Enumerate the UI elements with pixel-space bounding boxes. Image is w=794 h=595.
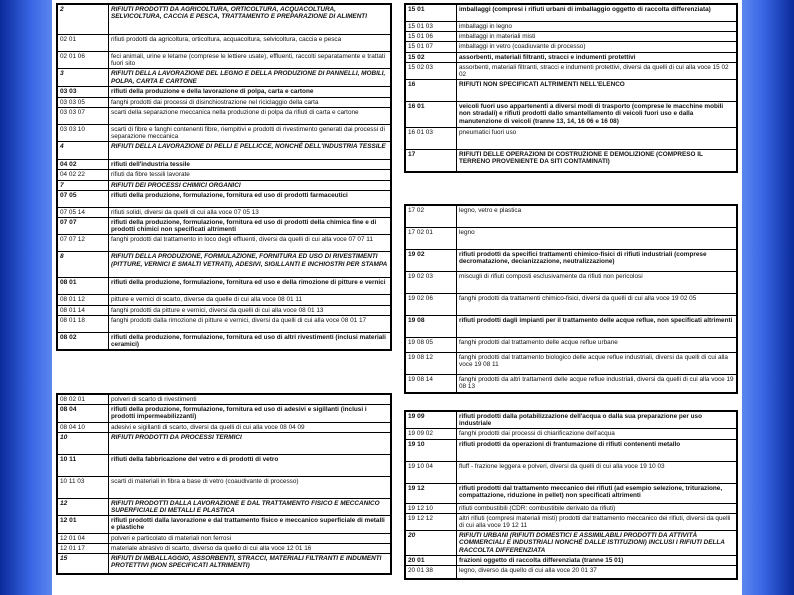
waste-description-cell: imballaggi (compresi i rifiuti urbani di imballaggio oggetto di raccolta differenziata) — [457, 5, 737, 22]
waste-code-cell: 4 — [58, 142, 109, 160]
waste-description-cell: assorbenti, materiali filtranti, stracci e indumenti protettivi, diversi da quelli di cui alla voce 15 02 02 — [457, 62, 737, 79]
waste-code-cell: 08 01 18 — [58, 315, 109, 332]
waste-description-cell: legno — [457, 228, 737, 250]
waste-code-cell: 15 02 03 — [406, 62, 457, 79]
waste-code-cell: 08 01 — [58, 278, 109, 295]
table-row — [58, 278, 391, 295]
waste-code-cell: 16 01 — [406, 102, 457, 128]
waste-code-cell: 20 01 — [406, 556, 457, 566]
waste-description-cell: legno, vetro e plastica — [457, 206, 737, 228]
waste-code-cell: 19 10 04 — [406, 461, 457, 483]
waste-description-cell: RIFIUTI NON SPECIFICATI ALTRIMENTI NELL'ELENCO — [457, 80, 737, 102]
waste-description-cell: rifiuti dell'industria tessile — [109, 160, 391, 170]
waste-description-cell: rifiuti prodotti da agricoltura, orticoltura, acquacoltura, selvicoltura, caccia e pesca — [109, 35, 391, 52]
table-row — [58, 395, 391, 405]
waste-description-cell: rifiuti della produzione, formulazione, fornitura ed uso di adesivi e sigillanti (inclusi i prodotti impermeabilizzanti) — [109, 405, 391, 422]
table-row — [406, 316, 737, 338]
waste-description-cell: pneumatici fuori uso — [457, 128, 737, 150]
waste-code-cell: 17 — [406, 150, 457, 172]
waste-description-cell: rifiuti prodotti dalla lavorazione e dal trattamento fisico e meccanico superficiale di metalli e plastiche — [109, 516, 391, 533]
waste-code-table-left-bottom — [56, 393, 392, 575]
waste-description-cell: imballaggi in materiali misti — [457, 32, 737, 42]
table-row — [58, 235, 391, 252]
waste-code-table — [57, 4, 391, 350]
table-row — [406, 531, 737, 556]
waste-code-cell: 19 12 10 — [406, 503, 457, 513]
waste-description-cell: imballaggi in vetro (coadiuvante di processo) — [457, 42, 737, 52]
waste-description-cell: materiale abrasivo di scarto, diverso da quello di cui alla voce 12 01 16 — [109, 543, 391, 553]
waste-code-table-right-top — [404, 3, 738, 173]
table-row — [406, 62, 737, 79]
waste-code-cell: 19 09 — [406, 412, 457, 429]
waste-description-cell: rifiuti della produzione, formulazione, fornitura ed uso di altri rivestimenti (inclusi materiali ceramici) — [109, 332, 391, 349]
waste-code-cell: 04 02 — [58, 160, 109, 170]
table-row — [406, 128, 737, 150]
table-row — [58, 69, 391, 87]
waste-code-cell: 7 — [58, 180, 109, 190]
waste-description-cell: fanghi prodotti da pitture e vernici, diversi da quelli di cui alla voce 08 01 13 — [109, 305, 391, 315]
table-row — [58, 87, 391, 97]
waste-description-cell: rifiuti da fibre tessili lavorate — [109, 170, 391, 180]
table-row — [406, 206, 737, 228]
waste-code-cell: 10 11 03 — [58, 476, 109, 498]
waste-code-cell: 15 02 — [406, 52, 457, 62]
table-row — [58, 498, 391, 515]
table-row — [58, 422, 391, 432]
table-row — [406, 150, 737, 172]
table-row — [406, 566, 737, 579]
waste-code-cell: 12 01 04 — [58, 533, 109, 543]
waste-description-cell: rifiuti della fabbricazione del vetro e di prodotti di vetro — [109, 454, 391, 476]
waste-code-cell: 3 — [58, 69, 109, 87]
waste-description-cell: rifiuti prodotti da operazioni di frantumazione di rifiuti contenenti metallo — [457, 439, 737, 461]
waste-description-cell: fanghi prodotti da trattamenti chimico-fisici, diversi da quelli di cui alla voce 19 02 05 — [457, 294, 737, 316]
waste-description-cell: rifiuti prodotti dal trattamento meccanico dei rifiuti (ad esempio selezione, triturazione, compattazione, riduzione in pellet) non specificati altrimenti — [457, 483, 737, 503]
waste-code-cell: 15 01 — [406, 5, 457, 22]
waste-code-cell: 04 02 22 — [58, 170, 109, 180]
table-row — [58, 97, 391, 107]
table-row — [58, 432, 391, 454]
table-row — [58, 405, 391, 422]
waste-code-cell: 08 01 12 — [58, 295, 109, 305]
table-row — [406, 412, 737, 429]
waste-code-table — [405, 205, 737, 393]
waste-description-cell: fanghi prodotti dai processi di disinchiostrazione nel riciclaggio della carta — [109, 97, 391, 107]
waste-description-cell: fluff - frazione leggera e polveri, diversi da quelli di cui alla voce 19 10 03 — [457, 461, 737, 483]
table-row — [58, 554, 391, 574]
waste-description-cell: fanghi prodotti dalla rimozione di pitture e vernici, diversi da quelli di cui alla voce 08 01 17 — [109, 315, 391, 332]
table-row — [58, 207, 391, 217]
table-row — [406, 80, 737, 102]
waste-description-cell: rifiuti prodotti da specifici trattamenti chimico-fisici di rifiuti industriali (comprese decromatazione, decianizzazione, neutralizzazione) — [457, 250, 737, 272]
waste-description-cell: imballaggi in legno — [457, 22, 737, 32]
table-row — [58, 35, 391, 52]
waste-description-cell: polveri di scarto di rivestimenti — [109, 395, 391, 405]
table-row — [58, 190, 391, 207]
waste-code-cell: 15 01 07 — [406, 42, 457, 52]
table-row — [406, 503, 737, 513]
waste-code-cell: 19 12 12 — [406, 513, 457, 530]
waste-code-table-left-top — [56, 3, 392, 351]
waste-description-cell: pitture e vernici di scarto, diverse da quelle di cui alla voce 08 01 11 — [109, 295, 391, 305]
waste-code-cell: 17 02 01 — [406, 228, 457, 250]
table-row — [58, 180, 391, 190]
table-row — [406, 272, 737, 294]
table-row — [406, 375, 737, 393]
table-row — [58, 124, 391, 141]
waste-description-cell: rifiuti della produzione e della lavorazione di polpa, carta e cartone — [109, 87, 391, 97]
waste-description-cell: legno, diverso da quello di cui alla voce 20 01 37 — [457, 566, 737, 579]
table-row — [406, 32, 737, 42]
table-row — [406, 439, 737, 461]
waste-code-cell: 08 04 10 — [58, 422, 109, 432]
waste-code-cell: 07 07 — [58, 218, 109, 235]
waste-code-table-right-bottom — [404, 410, 738, 580]
waste-code-cell: 07 05 — [58, 190, 109, 207]
table-row — [58, 543, 391, 553]
waste-code-table — [405, 4, 737, 172]
waste-description-cell: altri rifiuti (compresi materiali misti) prodotti dal trattamento meccanico dei rifiuti, diversi da quelli di cui alla voce 19 12 11 — [457, 513, 737, 530]
waste-code-cell: 8 — [58, 252, 109, 278]
table-row — [58, 218, 391, 235]
table-row — [58, 305, 391, 315]
table-row — [58, 476, 391, 498]
waste-code-cell: 08 02 01 — [58, 395, 109, 405]
waste-code-cell: 19 02 03 — [406, 272, 457, 294]
waste-code-cell: 19 02 06 — [406, 294, 457, 316]
waste-description-cell: RIFIUTI DELLA LAVORAZIONE DI PELLI E PELLICCE, NONCHÉ DELL'INDUSTRIA TESSILE — [109, 142, 391, 160]
waste-description-cell: veicoli fuori uso appartenenti a diversi modi di trasporto (comprese le macchine mobili non stradali) e rifiuti prodotti dallo smantellamento di veicoli fuori uso e dalla manutenzione di veicoli (tranne 13, 14, 16 06 e 16 08) — [457, 102, 737, 128]
waste-description-cell: scarti della separazione meccanica nella produzione di polpa da rifiuti di carta e cartone — [109, 107, 391, 124]
waste-code-cell: 19 08 14 — [406, 375, 457, 393]
waste-code-cell: 2 — [58, 5, 109, 35]
waste-description-cell: rifiuti della produzione, formulazione, fornitura ed uso di prodotti farmaceutici — [109, 190, 391, 207]
waste-code-cell: 15 01 03 — [406, 22, 457, 32]
waste-description-cell: RIFIUTI DI IMBALLAGGIO, ASSORBENTI, STRACCI, MATERIALI FILTRANTI E INDUMENTI PROTETTIVI (NON SPECIFICATI ALTRIMENTI) — [109, 554, 391, 574]
waste-description-cell: frazioni oggetto di raccolta differenziata (tranne 15 01) — [457, 556, 737, 566]
waste-code-cell: 16 — [406, 80, 457, 102]
waste-code-cell: 19 08 12 — [406, 353, 457, 375]
waste-code-cell: 10 11 — [58, 454, 109, 476]
waste-code-cell: 03 03 10 — [58, 124, 109, 141]
waste-description-cell: feci animali, urine e letame (comprese le lettiere usate), effluenti, raccolti separatamente e trattati fuori sito — [109, 52, 391, 69]
table-row — [58, 252, 391, 278]
table-row — [406, 556, 737, 566]
waste-description-cell: RIFIUTI PRODOTTI DALLA LAVORAZIONE E DAL TRATTAMENTO FISICO E MECCANICO SUPERFICIALE DI METALLI E PLASTICA — [109, 498, 391, 515]
waste-code-cell: 19 08 05 — [406, 338, 457, 353]
waste-code-cell: 16 01 03 — [406, 128, 457, 150]
table-row — [58, 295, 391, 305]
waste-description-cell: fanghi prodotti dai processi di chiarificazione dell'acqua — [457, 429, 737, 439]
waste-description-cell: RIFIUTI DELLE OPERAZIONI DI COSTRUZIONE E DEMOLIZIONE (COMPRESO IL TERRENO PROVENIENTE DA SITI CONTAMINATI) — [457, 150, 737, 172]
waste-description-cell: RIFIUTI DELLA LAVORAZIONE DEL LEGNO E DELLA PRODUZIONE DI PANNELLI, MOBILI, POLPA, CARTA E CARTONE — [109, 69, 391, 87]
table-row — [58, 454, 391, 476]
waste-code-table-right-middle — [404, 204, 738, 394]
table-row — [406, 5, 737, 22]
waste-code-cell: 08 04 — [58, 405, 109, 422]
waste-description-cell: fanghi prodotti da altri trattamenti delle acque reflue industriali, diversi da quelli di cui alla voce 19 08 13 — [457, 375, 737, 393]
table-row — [58, 170, 391, 180]
table-row — [58, 516, 391, 533]
waste-code-cell: 15 01 06 — [406, 32, 457, 42]
waste-description-cell: fanghi prodotti dal trattamento delle acque reflue urbane — [457, 338, 737, 353]
table-row — [58, 107, 391, 124]
waste-description-cell: RIFIUTI PRODOTTI DA PROCESSI TERMICI — [109, 432, 391, 454]
waste-description-cell: assorbenti, materiali filtranti, stracci e indumenti protettivi — [457, 52, 737, 62]
waste-description-cell: RIFIUTI PRODOTTI DA AGRICOLTURA, ORTICOLTURA, ACQUACOLTURA, SELVICOLTURA, CACCIA E PESCA, TRATTAMENTO E PREPARAZIONE DI ALIMENTI — [109, 5, 391, 35]
table-row — [406, 228, 737, 250]
waste-code-cell: 15 — [58, 554, 109, 574]
waste-code-cell: 07 05 14 — [58, 207, 109, 217]
table-row — [58, 142, 391, 160]
waste-code-cell: 17 02 — [406, 206, 457, 228]
table-row — [58, 160, 391, 170]
waste-description-cell: RIFIUTI DELLA PRODUZIONE, FORMULAZIONE, FORNITURA ED USO DI RIVESTIMENTI (PITTURE, VERNICI E SMALTI VETRATI), ADESIVI, SIGILLANTI E INCHIOSTRI PER STAMPA — [109, 252, 391, 278]
waste-code-cell: 08 01 14 — [58, 305, 109, 315]
waste-description-cell: scarti di materiali in fibra a base di vetro (coaudivante di processo) — [109, 476, 391, 498]
table-row — [406, 102, 737, 128]
waste-code-cell: 19 08 — [406, 316, 457, 338]
waste-code-cell: 19 09 02 — [406, 429, 457, 439]
waste-description-cell: RIFIUTI URBANI (RIFIUTI DOMESTICI E ASSIMILABILI PRODOTTI DA ATTIVITÀ COMMERCIALI E INDUSTRIALI NONCHÉ DALLE ISTITUZIONI) INCLUSI I RIFIUTI DELLA RACCOLTA DIFFERENZIATA — [457, 531, 737, 556]
table-row — [58, 52, 391, 69]
document-sheet — [52, 0, 742, 595]
table-row — [406, 461, 737, 483]
table-row — [406, 250, 737, 272]
waste-code-cell: 19 02 — [406, 250, 457, 272]
table-row — [406, 294, 737, 316]
waste-description-cell: miscugli di rifiuti composti esclusivamente da rifiuti non pericolosi — [457, 272, 737, 294]
waste-description-cell: fanghi prodotti dal trattamento in loco degli effluenti, diversi da quelli di cui alla voce 07 07 11 — [109, 235, 391, 252]
table-row — [406, 22, 737, 32]
waste-code-cell: 08 02 — [58, 332, 109, 349]
table-row — [58, 533, 391, 543]
waste-code-cell: 02 01 06 — [58, 52, 109, 69]
waste-description-cell: rifiuti della produzione, formulazione, fornitura ed uso e della rimozione di pitture e vernici — [109, 278, 391, 295]
waste-code-cell: 03 03 07 — [58, 107, 109, 124]
waste-description-cell: rifiuti combustibili (CDR: combustibile derivato da rifiuti) — [457, 503, 737, 513]
table-row — [58, 332, 391, 349]
waste-code-cell: 19 10 — [406, 439, 457, 461]
waste-code-cell: 12 01 17 — [58, 543, 109, 553]
table-row — [406, 513, 737, 530]
table-row — [406, 42, 737, 52]
waste-code-cell: 19 12 — [406, 483, 457, 503]
table-row — [58, 315, 391, 332]
waste-description-cell: adesivi e sigillanti di scarto, diversi da quelli di cui alla voce 08 04 09 — [109, 422, 391, 432]
table-row — [406, 483, 737, 503]
waste-code-cell: 03 03 — [58, 87, 109, 97]
waste-code-cell: 03 03 05 — [58, 97, 109, 107]
waste-code-table — [57, 394, 391, 574]
table-row — [58, 5, 391, 35]
waste-description-cell: RIFIUTI DEI PROCESSI CHIMICI ORGANICI — [109, 180, 391, 190]
waste-description-cell: rifiuti prodotti dalla potabilizzazione dell'acqua o dalla sua preparazione per uso industriale — [457, 412, 737, 429]
table-row — [406, 52, 737, 62]
table-row — [406, 353, 737, 375]
waste-code-cell: 12 — [58, 498, 109, 515]
waste-description-cell: scarti di fibre e fanghi contenenti fibre, riempitivi e prodotti di rivestimento generati dai processi di separazione meccanica — [109, 124, 391, 141]
waste-code-table — [405, 411, 737, 579]
waste-description-cell: polveri e particolato di materiali non ferrosi — [109, 533, 391, 543]
waste-code-cell: 02 01 — [58, 35, 109, 52]
waste-code-cell: 20 — [406, 531, 457, 556]
table-row — [406, 429, 737, 439]
waste-description-cell: rifiuti solidi, diversi da quelli di cui alla voce 07 05 13 — [109, 207, 391, 217]
waste-code-cell: 12 01 — [58, 516, 109, 533]
table-row — [406, 338, 737, 353]
waste-code-cell: 07 07 12 — [58, 235, 109, 252]
waste-description-cell: rifiuti della produzione, formulazione, fornitura ed uso di prodotti della chimica fine e di prodotti chimici non specificati altrimenti — [109, 218, 391, 235]
waste-description-cell: rifiuti prodotti dagli impianti per il trattamento delle acque reflue, non specificati altrimenti — [457, 316, 737, 338]
waste-description-cell: fanghi prodotti dal trattamento biologico delle acque reflue industriali, diversi da quelli di cui alla voce 19 08 11 — [457, 353, 737, 375]
waste-code-cell: 20 01 38 — [406, 566, 457, 579]
waste-code-cell: 10 — [58, 432, 109, 454]
